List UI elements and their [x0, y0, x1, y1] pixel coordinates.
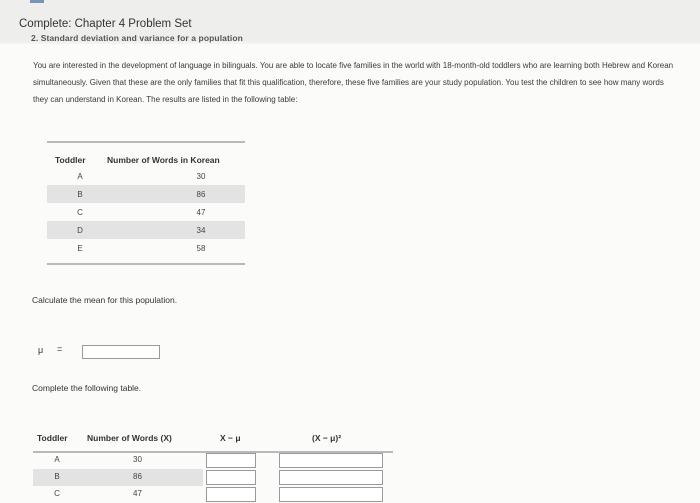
t2-header-deviation: X − μ: [220, 433, 241, 443]
words-cell: 30: [196, 171, 206, 181]
t2-header-words: Number of Words (X): [87, 433, 172, 443]
words-cell: 58: [196, 243, 206, 253]
toddler-cell: C: [77, 207, 83, 217]
t2-header-squared-deviation: (X − μ)²: [312, 433, 342, 443]
table-row: [47, 221, 245, 239]
table-row: [47, 167, 245, 185]
table-row: [47, 239, 245, 257]
deviation-input-a[interactable]: [206, 453, 256, 468]
deviation-input-c[interactable]: [206, 487, 256, 502]
toddler-cell: B: [77, 189, 83, 199]
toddler-cell: A: [54, 455, 60, 464]
equals-sign: =: [57, 344, 63, 354]
squared-deviation-input-a[interactable]: [279, 453, 383, 468]
mu-symbol: μ: [38, 345, 44, 355]
problem-description: [33, 57, 681, 108]
table-bottom-rule: [47, 263, 245, 265]
assignment-title: Complete: Chapter 4 Problem Set: [19, 18, 192, 30]
words-cell: 47: [133, 489, 142, 498]
table-row: [47, 185, 245, 203]
table-row: [47, 203, 245, 221]
section-title: 2. Standard deviation and variance for a population: [31, 33, 243, 43]
toddler-cell: B: [54, 472, 60, 481]
toddler-cell: A: [77, 171, 83, 181]
population-table: [47, 141, 245, 265]
toddler-cell: C: [54, 489, 60, 498]
table-row: [33, 486, 203, 503]
header-words: Number of Words in Korean: [107, 155, 220, 165]
mean-prompt: Calculate the mean for this population.: [32, 295, 178, 305]
mean-input[interactable]: [82, 345, 160, 359]
words-cell: 86: [196, 189, 206, 199]
toddler-cell: D: [77, 225, 83, 235]
table-header: [47, 143, 245, 167]
t2-header-toddler: Toddler: [37, 433, 68, 443]
complete-table-prompt: Complete the following table.: [32, 383, 142, 393]
intro-paragraph: You are interested in the development of language in bilinguals. You are able to locate five families in the world with 18-month-old toddlers who are learning both Hebrew and Korean simultaneously. Given that these are the only families that fit this qualification, therefore, these five families are your study population. You test the children to see how many words they can understand in Korean. The results are listed in the following table:: [33, 61, 674, 104]
words-cell: 34: [196, 225, 206, 235]
squared-deviation-input-c[interactable]: [279, 487, 383, 502]
title-bar: [0, 0, 700, 42]
words-cell: 86: [133, 472, 142, 481]
words-cell: 47: [196, 207, 206, 217]
words-cell: 30: [133, 455, 142, 464]
header-toddler: Toddler: [55, 155, 86, 165]
table-row: [33, 452, 203, 469]
accent-strip: [30, 0, 44, 3]
toddler-cell: E: [77, 243, 83, 253]
table-row: [33, 469, 203, 486]
squared-deviation-input-b[interactable]: [279, 470, 383, 485]
deviation-input-b[interactable]: [206, 470, 256, 485]
